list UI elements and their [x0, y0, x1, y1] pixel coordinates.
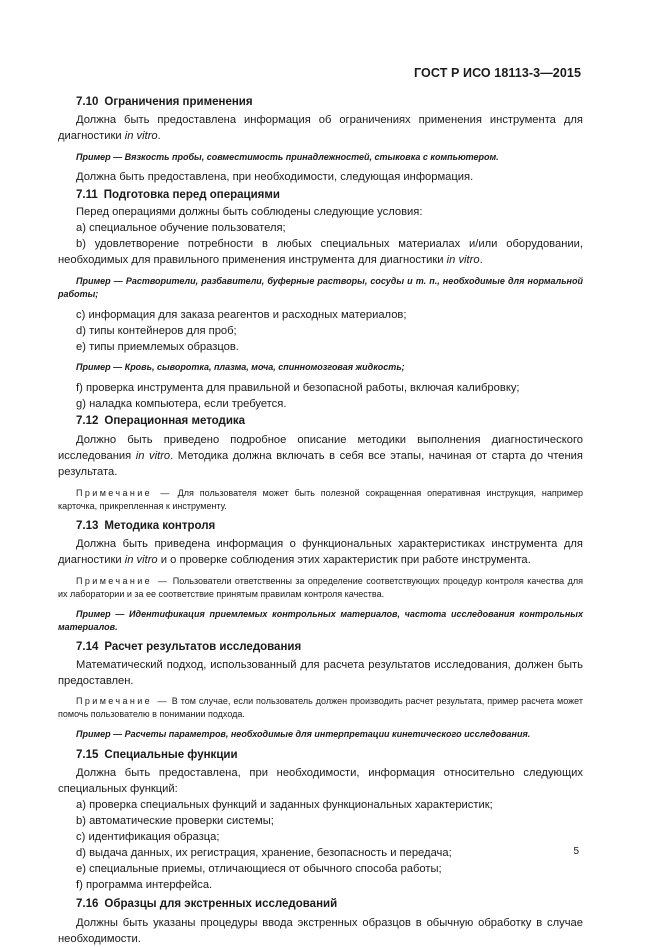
list-item — [58, 829, 583, 845]
list-item-text: наладка компьютера, если требуется. — [89, 398, 287, 410]
list-item — [58, 307, 583, 323]
example-label: Пример — — [76, 152, 123, 162]
note-label: Примечание — — [76, 696, 169, 706]
example-text: Расчеты параметров, необходимые для интерпретации кинетического исследования. — [124, 729, 531, 739]
example-note — [58, 151, 583, 164]
section-heading — [58, 639, 583, 655]
list-marker: d) — [76, 847, 86, 859]
section-title: Ограничения применения — [104, 96, 253, 108]
list-item — [58, 861, 583, 877]
paragraph — [58, 112, 583, 144]
example-note — [58, 275, 583, 301]
list-item-text: специальное обучение пользователя; — [89, 222, 286, 234]
list-marker: b) — [76, 815, 86, 827]
document-code: ГОСТ Р ИСО 18113-3—2015 — [414, 66, 581, 80]
section-number: 7.15 — [76, 749, 99, 761]
section-number: 7.12 — [76, 415, 99, 427]
list-marker: a) — [76, 222, 86, 234]
page-number: 5 — [573, 846, 579, 857]
section-title: Подготовка перед операциями — [103, 189, 280, 201]
list-marker: c) — [76, 831, 86, 843]
example-text: Кровь, сыворотка, плазма, моча, спинномозговая жидкость; — [124, 362, 405, 372]
list-marker: f) — [76, 879, 83, 891]
paragraph — [58, 915, 583, 947]
list-item-text: типы контейнеров для проб; — [89, 325, 237, 337]
example-label: Пример — — [76, 276, 123, 286]
list-item-text: информация для заказа реагентов и расходных материалов; — [88, 309, 407, 321]
document-body — [58, 92, 583, 947]
paragraph — [58, 657, 583, 689]
paragraph-text: Должна быть предоставлена, при необходимости, следующая информация. — [76, 171, 474, 183]
section-title: Методика контроля — [104, 520, 216, 532]
list-item — [58, 845, 583, 861]
remark-note — [58, 487, 583, 513]
note-label: Примечание — — [76, 488, 172, 498]
paragraph-text: Должна быть приведена информация о функциональных характеристиках инструмента для диагностики in vitro и о проверке соблюдения этих характеристик при работе инструмента. — [58, 538, 583, 566]
section-title: Образцы для экстренных исследований — [104, 898, 338, 910]
list-item — [58, 236, 583, 268]
list-item-text: идентификация образца; — [88, 831, 220, 843]
section-title: Операционная методика — [104, 415, 246, 427]
list-item-text: типы приемлемых образцов. — [89, 341, 239, 353]
list-marker: f) — [76, 382, 83, 394]
section-number: 7.11 — [76, 189, 98, 201]
paragraph — [58, 204, 583, 220]
list-marker: a) — [76, 799, 86, 811]
list-item — [58, 813, 583, 829]
section-number: 7.10 — [76, 96, 99, 108]
list-marker: e) — [76, 341, 86, 353]
list-item — [58, 220, 583, 236]
section-heading — [58, 747, 583, 763]
list-item-text: проверка специальных функций и заданных функциональных характеристик; — [89, 799, 493, 811]
list-marker: c) — [76, 309, 86, 321]
paragraph — [58, 169, 583, 185]
section-number: 7.16 — [76, 898, 99, 910]
section-heading — [58, 413, 583, 429]
example-note — [58, 608, 583, 634]
remark-note — [58, 575, 583, 601]
paragraph-text: Должна быть предоставлена, при необходимости, информация относительно следующих специальных функций: — [58, 767, 583, 795]
list-item-text: программа интерфейса. — [85, 879, 213, 891]
list-item — [58, 396, 583, 412]
example-text: Вязкость пробы, совместимость принадлежностей, стыковка с компьютером. — [124, 152, 499, 162]
section-heading — [58, 187, 583, 203]
example-text: Растворители, разбавители, буферные растворы, сосуды и т. п., необходимые для нормальной работы; — [58, 276, 583, 299]
paragraph — [58, 432, 583, 480]
note-text: Для пользователя может быть полезной сокращенная оперативная инструкция, например карточка, прикрепленная к инструменту. — [58, 488, 583, 511]
list-marker: d) — [76, 325, 86, 337]
list-item-text: удовлетворение потребности в любых специальных материалах и/или оборудовании, необходимых для правильного применения инструмента для диагностики in vitro. — [58, 238, 583, 266]
example-note — [58, 728, 583, 741]
list-item — [58, 323, 583, 339]
list-marker: g) — [76, 398, 86, 410]
section-heading — [58, 896, 583, 912]
example-label: Пример — — [76, 729, 123, 739]
example-label: Пример — — [76, 362, 123, 372]
list-item — [58, 380, 583, 396]
paragraph-text: Перед операциями должны быть соблюдены следующие условия: — [76, 206, 423, 218]
example-text: Идентификация приемлемых контрольных материалов, частота исследования контрольных материалов. — [58, 609, 583, 632]
list-marker: b) — [76, 238, 86, 250]
list-item-text: автоматические проверки системы; — [89, 815, 274, 827]
paragraph-text: Должна быть предоставлена информация об ограничениях применения инструмента для диагностики in vitro. — [58, 114, 583, 142]
note-text: Пользователи ответственны за определение соответствующих процедур контроля качества для их лаборатории и за ее соответствие принятым правилам контроля качества. — [58, 576, 583, 599]
list-marker: e) — [76, 863, 86, 875]
list-item-text: специальные приемы, отличающиеся от обычного способа работы; — [89, 863, 442, 875]
section-title: Специальные функции — [104, 749, 238, 761]
remark-note — [58, 695, 583, 721]
section-title: Расчет результатов исследования — [104, 641, 302, 653]
note-label: Примечание — — [76, 576, 170, 586]
section-number: 7.14 — [76, 641, 99, 653]
list-item — [58, 877, 583, 893]
section-heading — [58, 94, 583, 110]
paragraph-text: Должно быть приведено подробное описание методики выполнения диагностического исследования in vitro. Методика должна включать в себя все этапы, начиная от старта до чтения результата. — [58, 434, 583, 478]
list-item — [58, 339, 583, 355]
paragraph — [58, 536, 583, 568]
example-label: Пример — — [76, 609, 125, 619]
section-heading — [58, 518, 583, 534]
paragraph — [58, 765, 583, 797]
list-item-text: выдача данных, их регистрация, хранение, безопасность и передача; — [89, 847, 452, 859]
paragraph-text: Математический подход, использованный для расчета результатов исследования, должен быть предоставлен. — [58, 659, 583, 687]
paragraph-text: Должны быть указаны процедуры ввода экстренных образцов в обычную обработку в случае необходимости. — [58, 917, 583, 945]
example-note — [58, 361, 583, 374]
note-text: В том случае, если пользователь должен производить расчет результата, пример расчета может помочь пользователю в понимании подхода. — [58, 696, 583, 719]
list-item — [58, 797, 583, 813]
section-number: 7.13 — [76, 520, 99, 532]
list-item-text: проверка инструмента для правильной и безопасной работы, включая калибровку; — [85, 382, 520, 394]
